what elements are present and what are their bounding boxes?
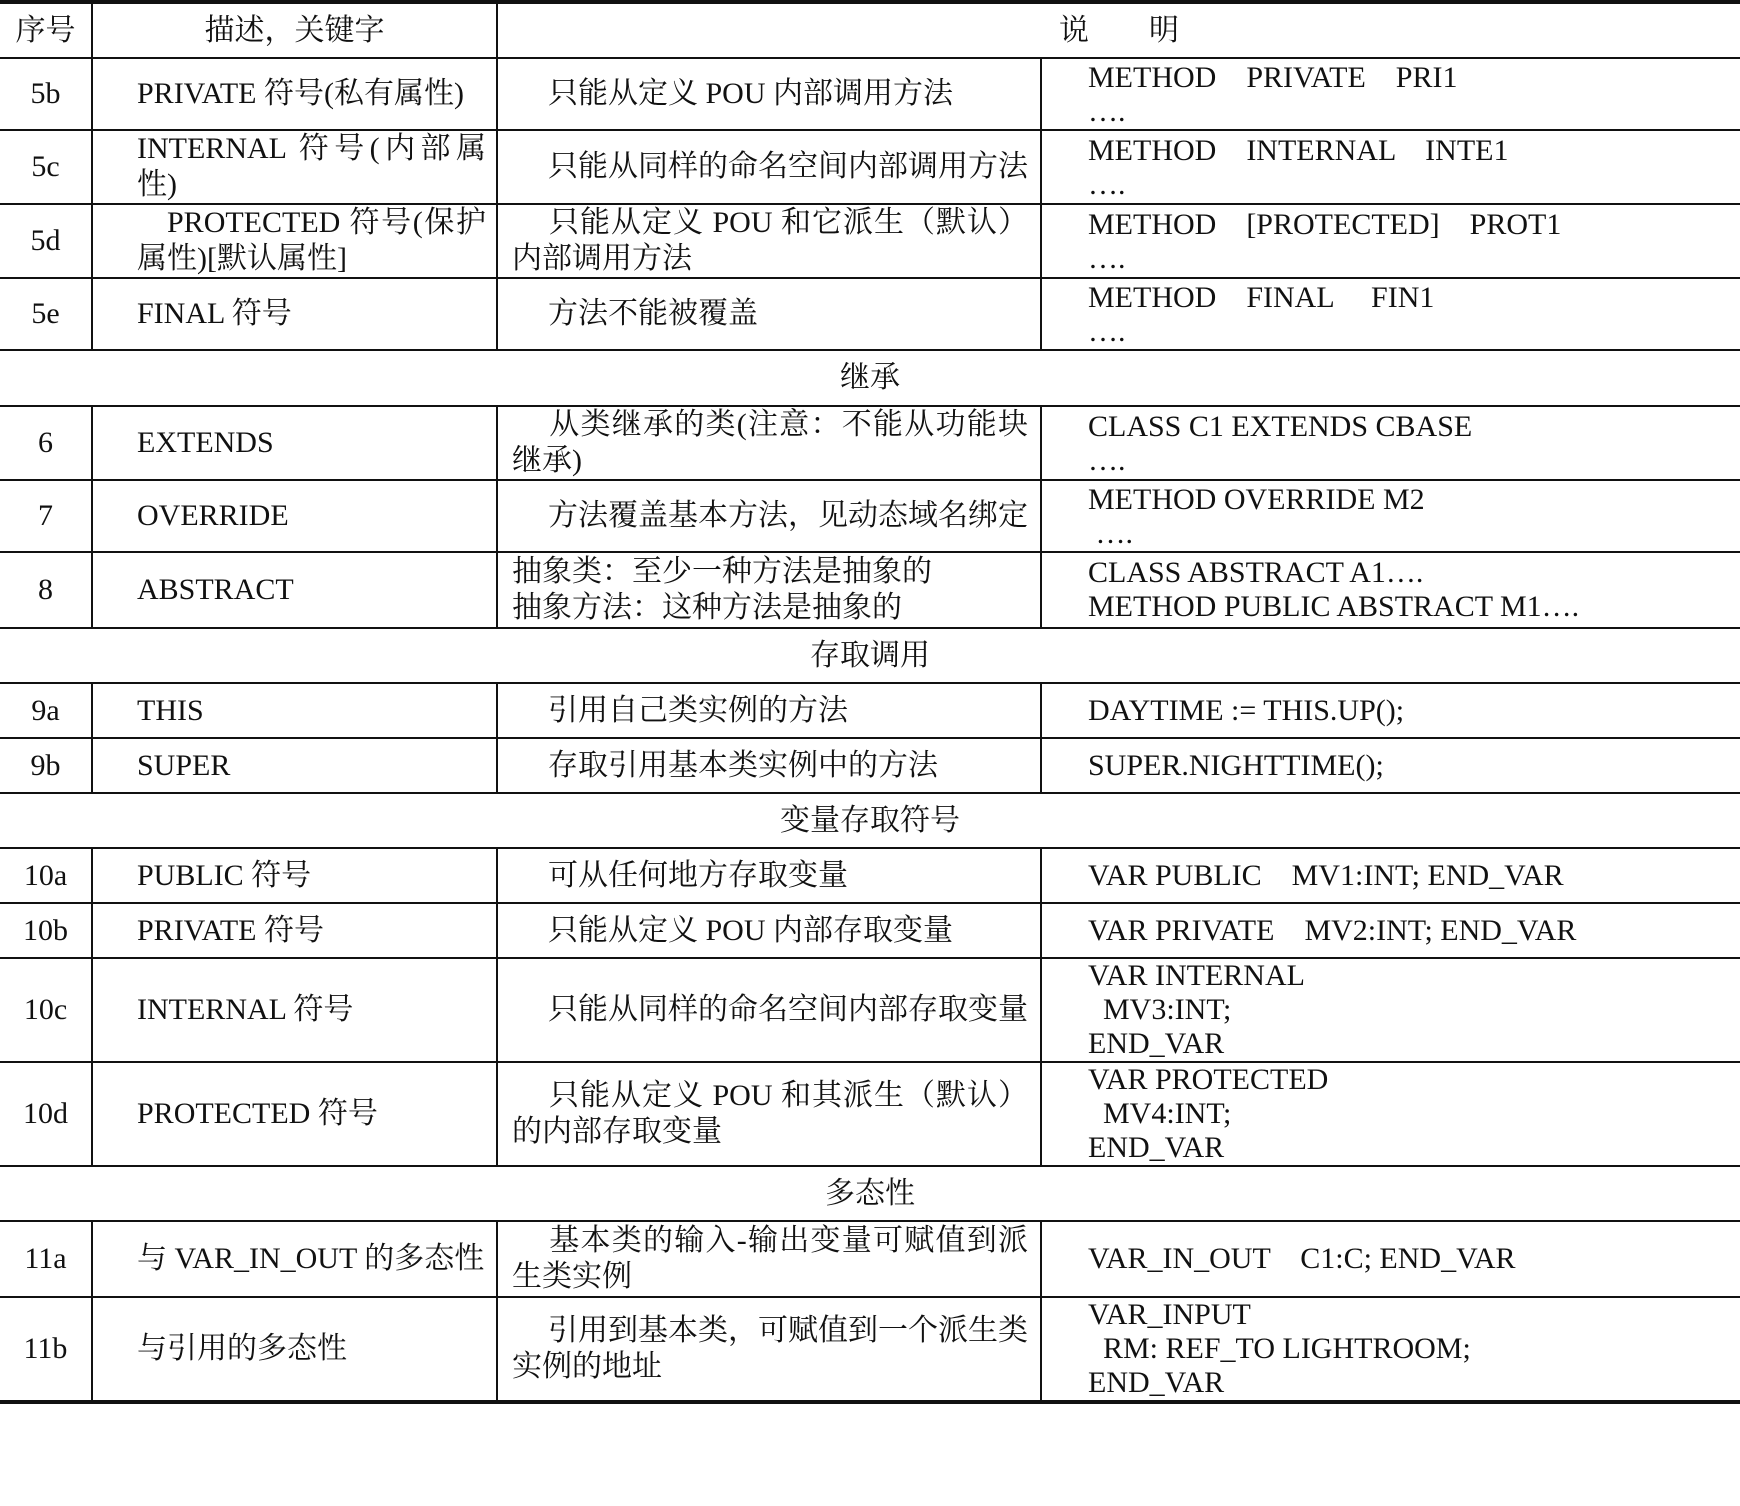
row-code: VAR PRIVATE MV2:INT; END_VAR <box>1041 903 1740 958</box>
row-number: 6 <box>0 406 92 480</box>
table-row <box>0 58 1740 130</box>
row-code: SUPER.NIGHTTIME(); <box>1041 738 1740 793</box>
row-description: 只能从定义 POU 内部存取变量 <box>497 903 1041 958</box>
row-description: 只能从定义 POU 和其派生（默认）的内部存取变量 <box>497 1062 1041 1166</box>
row-description: 引用自己类实例的方法 <box>497 683 1041 738</box>
table-row <box>0 1221 1740 1297</box>
row-code: DAYTIME := THIS.UP(); <box>1041 683 1740 738</box>
row-number: 11b <box>0 1297 92 1402</box>
row-keyword: PROTECTED 符号 <box>92 1062 497 1166</box>
section-title-var: 变量存取符号 <box>0 793 1740 848</box>
row-description: 只能从同样的命名空间内部调用方法 <box>497 130 1041 204</box>
header-number: 序号 <box>0 2 92 58</box>
table-header-row <box>0 2 1740 58</box>
row-description: 基本类的输入-输出变量可赋值到派生类实例 <box>497 1221 1041 1297</box>
section-row <box>0 793 1740 848</box>
table-row <box>0 1297 1740 1402</box>
table-row <box>0 1062 1740 1166</box>
section-title-poly: 多态性 <box>0 1166 1740 1221</box>
row-keyword: 与 VAR_IN_OUT 的多态性 <box>92 1221 497 1297</box>
row-number: 5e <box>0 278 92 350</box>
row-code: CLASS ABSTRACT A1…. METHOD PUBLIC ABSTRACT M1…. <box>1041 552 1740 628</box>
row-keyword: FINAL 符号 <box>92 278 497 350</box>
row-number: 5d <box>0 204 92 278</box>
header-description: 描述，关键字 <box>92 2 497 58</box>
row-number: 10a <box>0 848 92 903</box>
table-row <box>0 204 1740 278</box>
row-code: METHOD INTERNAL INTE1 …. <box>1041 130 1740 204</box>
row-keyword: INTERNAL 符号(内部属性) <box>92 130 497 204</box>
table-row <box>0 903 1740 958</box>
row-description: 从类继承的类(注意：不能从功能块继承) <box>497 406 1041 480</box>
row-number: 9a <box>0 683 92 738</box>
row-keyword: SUPER <box>92 738 497 793</box>
row-number: 11a <box>0 1221 92 1297</box>
row-code: CLASS C1 EXTENDS CBASE …. <box>1041 406 1740 480</box>
row-keyword: INTERNAL 符号 <box>92 958 497 1062</box>
row-description: 引用到基本类，可赋值到一个派生类实例的地址 <box>497 1297 1041 1402</box>
row-description: 存取引用基本类实例中的方法 <box>497 738 1041 793</box>
table-row <box>0 738 1740 793</box>
row-code: METHOD OVERRIDE M2 …. <box>1041 480 1740 552</box>
row-keyword: OVERRIDE <box>92 480 497 552</box>
row-description: 只能从定义 POU 内部调用方法 <box>497 58 1041 130</box>
row-number: 10c <box>0 958 92 1062</box>
row-number: 5c <box>0 130 92 204</box>
row-code: VAR_INPUT RM: REF_TO LIGHTROOM; END_VAR <box>1041 1297 1740 1402</box>
row-number: 8 <box>0 552 92 628</box>
row-description: 只能从同样的命名空间内部存取变量 <box>497 958 1041 1062</box>
row-keyword: THIS <box>92 683 497 738</box>
table-row <box>0 848 1740 903</box>
section-row <box>0 628 1740 683</box>
table-row <box>0 480 1740 552</box>
row-number: 9b <box>0 738 92 793</box>
section-row <box>0 350 1740 406</box>
section-title-access: 存取调用 <box>0 628 1740 683</box>
table-row <box>0 278 1740 350</box>
row-description: 方法不能被覆盖 <box>497 278 1041 350</box>
header-explanation: 说 明 <box>497 2 1740 58</box>
table-row <box>0 406 1740 480</box>
row-description: 抽象类：至少一种方法是抽象的 抽象方法：这种方法是抽象的 <box>497 552 1041 628</box>
row-keyword: PUBLIC 符号 <box>92 848 497 903</box>
row-number: 7 <box>0 480 92 552</box>
row-code: VAR PUBLIC MV1:INT; END_VAR <box>1041 848 1740 903</box>
row-description: 只能从定义 POU 和它派生（默认）内部调用方法 <box>497 204 1041 278</box>
section-title-inherit: 继承 <box>0 350 1740 406</box>
section-row <box>0 1166 1740 1221</box>
row-description: 可从任何地方存取变量 <box>497 848 1041 903</box>
row-keyword: PRIVATE 符号(私有属性) <box>92 58 497 130</box>
row-keyword: PRIVATE 符号 <box>92 903 497 958</box>
row-code: VAR PROTECTED MV4:INT; END_VAR <box>1041 1062 1740 1166</box>
table-row <box>0 130 1740 204</box>
row-keyword: ABSTRACT <box>92 552 497 628</box>
table-row <box>0 958 1740 1062</box>
row-code: METHOD PRIVATE PRI1 …. <box>1041 58 1740 130</box>
row-code: METHOD FINAL FIN1 …. <box>1041 278 1740 350</box>
row-code: METHOD [PROTECTED] PROT1 …. <box>1041 204 1740 278</box>
table-row <box>0 683 1740 738</box>
table-row <box>0 552 1740 628</box>
row-code: VAR INTERNAL MV3:INT; END_VAR <box>1041 958 1740 1062</box>
row-keyword: 与引用的多态性 <box>92 1297 497 1402</box>
row-code: VAR_IN_OUT C1:C; END_VAR <box>1041 1221 1740 1297</box>
row-keyword: EXTENDS <box>92 406 497 480</box>
row-keyword: PROTECTED 符号(保护属性)[默认属性] <box>92 204 497 278</box>
row-number: 10d <box>0 1062 92 1166</box>
row-number: 5b <box>0 58 92 130</box>
row-description: 方法覆盖基本方法，见动态域名绑定 <box>497 480 1041 552</box>
row-number: 10b <box>0 903 92 958</box>
